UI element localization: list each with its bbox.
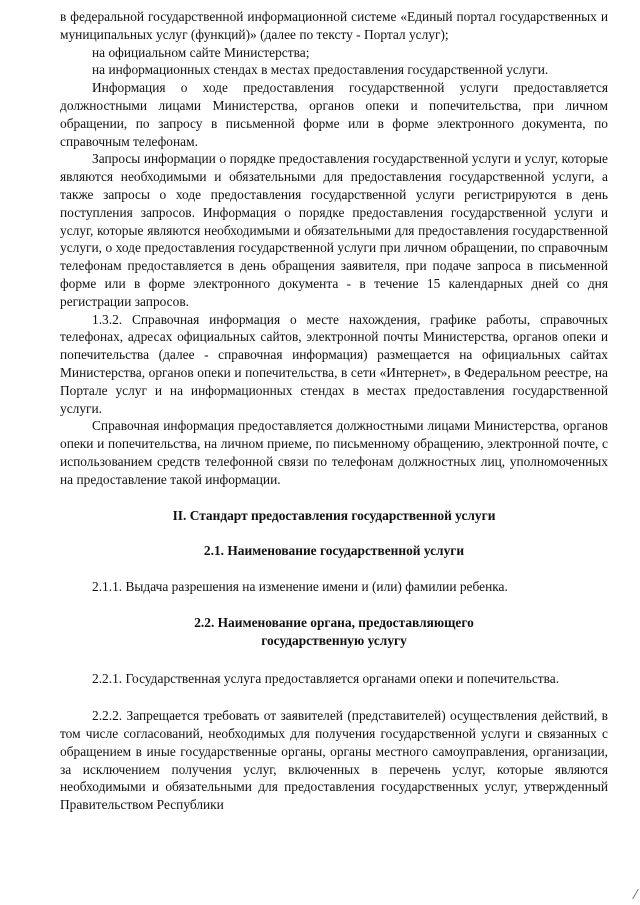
- paragraph: 2.2.1. Государственная услуга предоставляется органами опеки и попечительства.: [92, 670, 560, 686]
- section-heading: 2.2. Наименование органа, предоставляющего: [194, 614, 474, 630]
- spacer: [60, 524, 608, 542]
- paragraph: Запросы информации о порядке предоставления государственной услуги и услуг, которые являются необходимыми и обязательными для предоставления государственной услуги, а также запросы о ходе предоставления государственной услуги регистрируются в день поступления запросов. Информация о порядке предоставления государственной услуги и услуг, которые являются необходимыми и обязательными для предоставления государственной услуги, о ходе предоставления государственной услуги при личном обращении, по справочным телефонам предоставляется в день обращения заявителя, при подаче запроса в письменной форме или в форме электронного документа - в течение 15 календарных дней со дня регистрации запросов.: [60, 151, 608, 309]
- spacer: [60, 687, 608, 707]
- section-heading: II. Стандарт предоставления государственной услуги: [172, 507, 496, 523]
- section-heading: государственную услугу: [261, 632, 407, 648]
- spacer: [60, 560, 608, 578]
- list-line: 2.1.1. Выдача разрешения на изменение имени и (или) фамилии ребенка.: [92, 579, 508, 595]
- paragraph: Информация о ходе предоставления государственной услуги предоставляется должностными лицами Министерства, органов опеки и попечительства, при личном обращении, по запросу в письменной форме или в форме электронного документа, по справочным телефонам.: [60, 80, 608, 149]
- list-line: на информационных стендах в местах предоставления государственной услуги.: [92, 62, 549, 78]
- document-page: [60, 8, 608, 814]
- section-heading: 2.1. Наименование государственной услуги: [203, 543, 465, 559]
- paragraph: 1.3.2. Справочная информация о месте нахождения, графике работы, справочных телефонах, адресах официальных сайтов, электронной почты Министерства, органов опеки и попечительства (далее - справочная информация) размещается на официальных сайтах Министерства, органов опеки и попечительства, в сети «Интернет», в Федеральном реестре, на Портале услуг и на информационных стендах в местах предоставления государственной услуги.: [60, 311, 608, 416]
- paragraph: в федеральной государственной информационной системе «Единый портал государственных и муниципальных услуг (функций)» (далее по тексту - Портал услуг);: [60, 9, 608, 42]
- paragraph: Справочная информация предоставляется должностными лицами Министерства, органов опеки и попечительства, на личном приеме, по письменному обращению, электронной почте, с использованием средств телефонной связи по телефонам должностных лиц, уполномоченных на предоставление такой информации.: [60, 418, 608, 487]
- scan-mark: [624, 889, 639, 899]
- spacer: [60, 489, 608, 507]
- paragraph: 2.2.2. Запрещается требовать от заявителей (представителей) осуществления действий, в том числе согласований, необходимых для получения государственной услуги и связанных с обращением в иные государственные органы, органы местного самоуправления, организации, за исключением получения услуг, включенных в перечень услуг, которые являются необходимыми и обязательными для предоставления государственных услуг, утвержденный Правительством Республики: [60, 708, 608, 813]
- spacer: [60, 596, 608, 614]
- list-line: на официальном сайте Министерства;: [92, 44, 310, 60]
- spacer: [60, 650, 608, 670]
